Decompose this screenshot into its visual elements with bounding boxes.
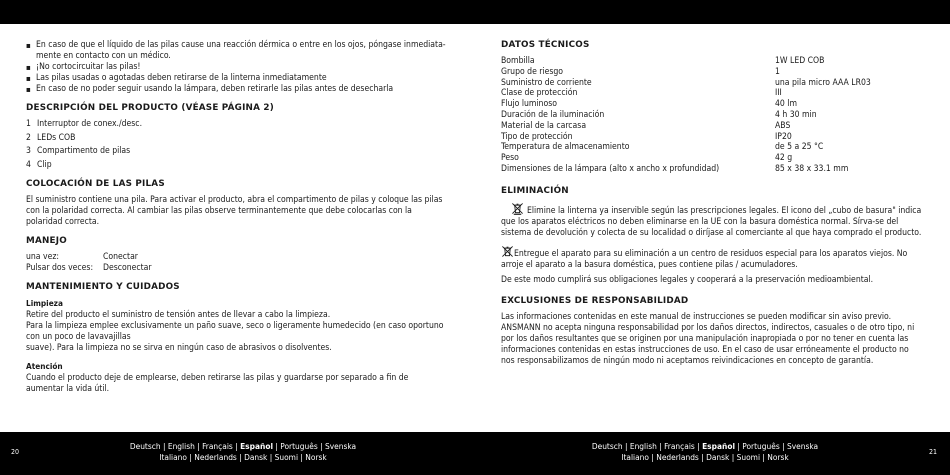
language-português: Português [280,441,318,451]
spec-row: Bombilla 1W LED COB [501,56,825,66]
language-dansk: Dansk [706,451,730,462]
maintenance-section [26,282,447,395]
spec-row: Temperatura de almacenamiento de 5 a 25 °C [501,142,824,153]
left-page [0,24,475,432]
spec-row: Duración de la iluminación 4 h 30 min [501,109,817,120]
spec-row: Peso 42 g [501,153,793,164]
maintenance-heading: MANTENIMIENTO Y CUIDADOS [26,281,180,292]
part-item: 4 Clip [26,159,52,170]
weee-bin-icon [511,202,524,215]
liability-section [501,296,922,367]
spec-row: Tipo de protección IP20 [501,131,792,142]
language-line-1: Deutsch | English | Français | Español | Português | Svenska [591,441,819,451]
part-item: 1 Interruptor de conex./desc. [26,119,143,129]
language-line-1: Deutsch | English | Français | Español | Português | Svenska [129,441,357,451]
language-nederlands: Nederlands [656,451,699,462]
language-svenska: Svenska [787,441,819,451]
language-español: Español [240,441,274,451]
language-português: Português [742,441,780,451]
language-norsk: Norsk [305,451,327,462]
weee-bin-icon [501,245,514,258]
liability-text: Las informaciones contenidas en este manual de instrucciones se pueden modificar sin aviso previo. ANSMANN no acepta ninguna responsabilidad por los daños directos, indirectos, casuales o de otro tipo, ni por los daños resultantes que se originen por una manipulación inapropiada o por no tener en cuenta las informaciones contenidas en estas instrucciones de uso. En el caso de usar erróneamente el producto no nos responsabilizamos de ningún modo ni aceptamos reivindicaciones en concepto de garantía. [501,311,915,366]
disposal-text-3: De este modo cumplirá sus obligaciones legales y cooperará a la preservación medioambiental. [501,274,874,285]
bullet-item: ▪ Las pilas usadas o agotadas deben retirarse de la linterna inmediatamente [26,73,447,84]
product-description-section [26,103,447,171]
spec-row: Material de la carcasa ABS [501,120,791,131]
product-description-heading: DESCRIPCIÓN DEL PRODUCTO (VÉASE PÁGINA 2) [26,103,274,113]
right-page [475,24,950,432]
bullet-item: ▪ En caso de no poder seguir usando la lámpara, deben retirarle las pilas antes de desecharla [26,84,447,95]
language-english: English [167,441,195,451]
bullet-item: ▪ En caso de que el líquido de las pilas cause una reacción dérmica o entre en los ojos, póngase inmediata-mente en contacto con un médico. [26,40,447,62]
language-suomi: Suomi [736,451,761,462]
page-number-right: 21 [929,448,938,456]
parts-list [26,119,447,171]
language-english: English [629,441,657,451]
language-suomi: Suomi [274,451,299,462]
bottom-black-bar [0,432,950,475]
disposal-heading: ELIMINACIÓN [501,185,569,196]
operation-row: una vez: Conectar [26,251,138,262]
cleaning-subheading: Limpieza [26,297,63,308]
bullet-item: ▪ ¡No cortocircuitar las pilas! [26,62,447,73]
cleaning-text-3: suave). Para la limpieza no se sirva en ningún caso de abrasivos o disolventes. [26,342,332,353]
technical-data-section [501,40,922,175]
disposal-text-2: Entregue el aparato para su eliminación a un centro de residuos especial para los aparatos viejos. No arroje el aparato a la basura doméstica, pues contiene pilas / acumuladores. [501,245,922,271]
cleaning-text-1: Retire del producto el suministro de tensión antes de llevar a cabo la limpieza. [26,309,331,320]
liability-heading: EXCLUSIONES DE RESPONSABILIDAD [501,295,689,306]
language-français: Français [664,441,695,451]
spec-row: Grupo de riesgo 1 [501,66,780,77]
spec-row: Dimensiones de la lámpara (alto x ancho x profundidad) 85 x 38 x 33.1 mm [501,163,849,174]
language-deutsch: Deutsch [591,441,623,451]
language-svenska: Svenska [325,441,357,451]
part-item: 3 Compartimento de pilas [26,146,131,156]
technical-data-heading: DATOS TÉCNICOS [501,40,590,50]
language-español: Español [702,441,736,451]
spec-row: Clase de protección III [501,88,782,99]
spec-row: Suministro de corriente una pila micro AAA LR03 [501,77,871,88]
battery-insertion-text: El suministro contiene una pila. Para activar el producto, abra el compartimento de pilas y coloque las pilas con la polaridad correcta. Al cambiar las pilas observe terminantemente que debe colocarlas con la polaridad correcta. [26,194,443,227]
language-line-2: Italiano | Nederlands | Dansk | Suomi | Norsk [159,451,327,462]
spec-row: Flujo luminoso 40 lm [501,99,797,110]
operation-row: Pulsar dos veces: Desconectar [26,262,152,273]
language-dansk: Dansk [244,451,268,462]
language-deutsch: Deutsch [129,441,161,451]
operation-section [26,236,447,274]
language-italiano: Italiano [621,451,649,462]
language-italiano: Italiano [159,451,187,462]
safety-bullets [26,40,447,95]
language-list-right [540,441,870,462]
language-nederlands: Nederlands [194,451,237,462]
language-list-left [78,441,408,462]
cleaning-text-2: Para la limpieza emplee exclusivamente un paño suave, seco o ligeramente humedecido (en caso oportuno con un poco de lavavajillas [26,320,444,342]
language-norsk: Norsk [767,451,789,462]
disposal-text-1: Elimine la linterna ya inservible según las prescripciones legales. El icono del „cubo de basura" indica que los aparatos eléctricos no deben eliminarse en la UE con la basura doméstica normal. Sírva-se del sistema de devolución y colecta de su localidad o diríjase al comerciante al que haya comprado el producto. [501,202,922,239]
battery-insertion-section [26,179,447,228]
attention-text: Cuando el producto deje de emplearse, deben retirarse las pilas y guardarse por separado a fin de aumentar la vida útil. [26,372,409,394]
language-français: Français [202,441,233,451]
top-black-bar [0,0,950,24]
operation-heading: MANEJO [26,235,67,246]
attention-subheading: Atención [26,360,63,371]
language-line-2: Italiano | Nederlands | Dansk | Suomi | Norsk [621,451,789,462]
battery-insertion-heading: COLOCACIÓN DE LAS PILAS [26,178,165,189]
disposal-section [501,186,922,286]
page-number-left: 20 [11,448,20,456]
part-item: 2 LEDs COB [26,132,76,143]
